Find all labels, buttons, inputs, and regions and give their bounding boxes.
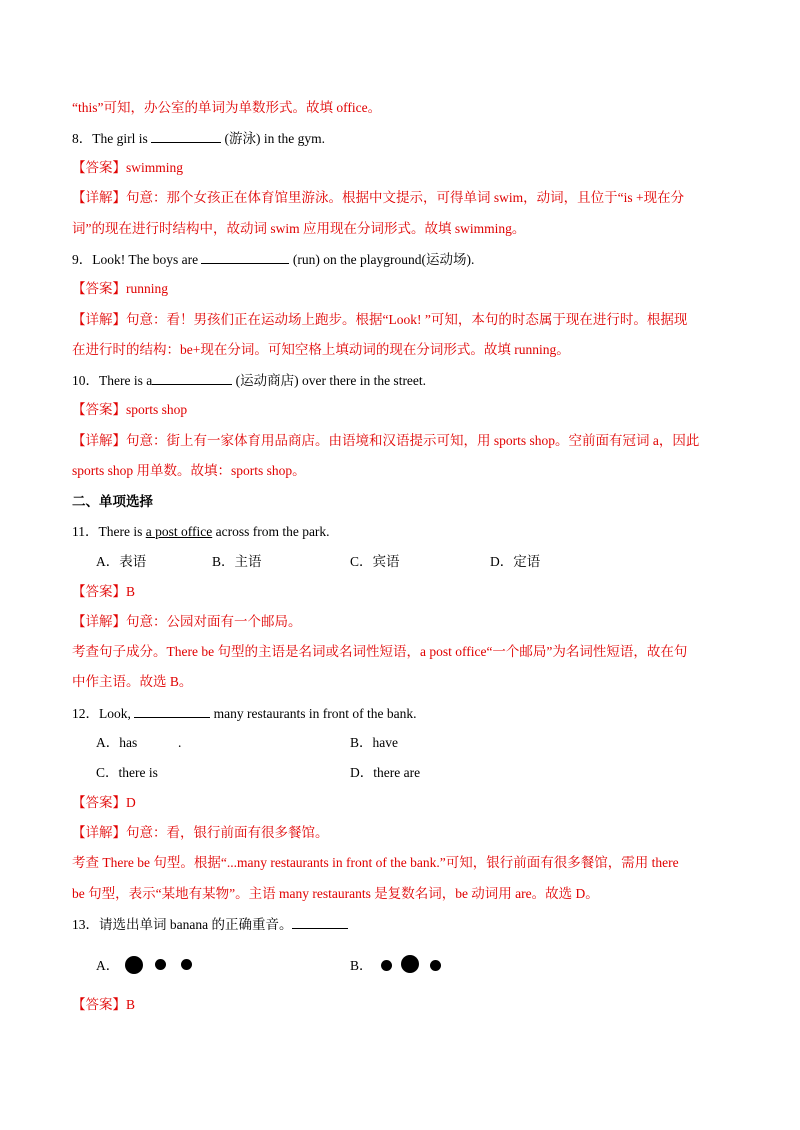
stress-dot-small — [155, 959, 166, 970]
q10-detail-1: 【详解】句意：街上有一家体育用品商店。由语境和汉语提示可知，用 sports shop。空前面有冠词 a，因此 — [72, 433, 700, 448]
q11-detail-2: 考查句子成分。There be 句型的主语是名词或名词性短语，a post office“一个邮局”为名词性短语，故在句 — [72, 644, 688, 659]
q10-detail-2: sports shop 用单数。故填：sports shop。 — [72, 463, 306, 478]
q8-detail-2: 词”的现在进行时结构中，故动词 swim 应用现在分词形式。故填 swimming。 — [72, 221, 526, 236]
q13-option-a: A． — [96, 958, 120, 973]
q10-answer: 【答案】sports shop — [72, 402, 188, 417]
stress-dot-large — [401, 955, 419, 973]
q12-option-b: B．have — [350, 735, 398, 750]
q8-detail-1: 【详解】句意：那个女孩正在体育馆里游泳。根据中文提示，可得单词 swim，动词，且位于“is +现在分 — [72, 190, 685, 205]
q11-option-d: D．定语 — [490, 554, 541, 569]
question-8: 8．The girl is (游泳) in the gym. — [72, 128, 730, 149]
question-13: 13．请选出单词 banana 的正确重音。 — [72, 914, 730, 935]
question-12: 12．Look, many restaurants in front of the bank. — [72, 703, 730, 724]
q12-blank — [134, 703, 210, 718]
question-10: 10．There is a (运动商店) over there in the street. — [72, 370, 730, 391]
stress-dot-small — [181, 959, 192, 970]
q9-detail-2: 在进行时的结构：be+现在分词。可知空格上填动词的现在分词形式。故填 running。 — [72, 342, 570, 357]
q12-detail-1: 【详解】句意：看，银行前面有很多餐馆。 — [72, 825, 329, 840]
question-11: 11．There is a post office across from the park. — [72, 524, 330, 539]
q9-answer: 【答案】running — [72, 281, 168, 296]
q13-option-b: B． — [350, 958, 373, 973]
q11-detail-3: 中作主语。故选 B。 — [72, 674, 193, 689]
q13-blank — [292, 914, 348, 929]
question-9: 9．Look! The boys are (run) on the playground(运动场). — [72, 249, 730, 270]
q11-option-c: C．宾语 — [350, 554, 400, 569]
section-heading: 二、单项选择 — [72, 494, 153, 509]
q8-answer: 【答案】swimming — [72, 160, 184, 175]
q11-option-a: A．表语 — [96, 554, 147, 569]
q13-answer: 【答案】B — [72, 997, 136, 1012]
stress-dot-small — [430, 960, 441, 971]
q11-detail-1: 【详解】句意：公园对面有一个邮局。 — [72, 614, 302, 629]
q11-option-b: B．主语 — [212, 554, 262, 569]
stress-dot-large — [125, 956, 143, 974]
q12-option-d: D．there are — [350, 765, 421, 780]
q10-blank — [152, 370, 232, 385]
q12-option-a: A．has — [96, 735, 138, 750]
q12-option-c: C．there is — [96, 765, 158, 780]
q9-blank — [201, 249, 289, 264]
q12-detail-2: 考查 There be 句型。根据“...many restaurants in front of the bank.”可知，银行前面有很多餐馆，需用 there — [72, 855, 679, 870]
q12-answer: 【答案】D — [72, 795, 136, 810]
q12-detail-3: be 句型，表示“某地有某物”。主语 many restaurants 是复数名词，be 动词用 are。故选 D。 — [72, 886, 599, 901]
q9-detail-1: 【详解】句意：看！男孩们正在运动场上跑步。根据“Look! ”可知，本句的时态属于现在进行时。根据现 — [72, 312, 688, 327]
q8-blank — [151, 128, 221, 143]
q11-answer: 【答案】B — [72, 584, 136, 599]
q12-option-a-dot: . — [178, 735, 182, 750]
q7-explanation-tail: “this”可知，办公室的单词为单数形式。故填 office。 — [72, 100, 382, 115]
stress-dot-small — [381, 960, 392, 971]
